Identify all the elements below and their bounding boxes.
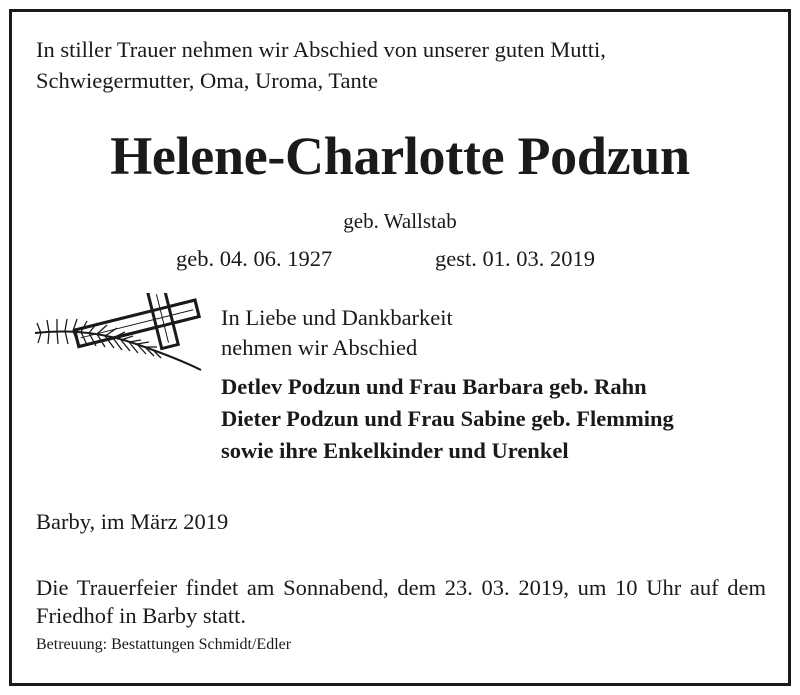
- cross-with-palm-branch-icon: [29, 293, 203, 373]
- maiden-name: geb. Wallstab: [343, 209, 457, 233]
- mourner-line: sowie ihre Enkelkinder und Urenkel: [221, 438, 569, 463]
- funeral-care: Betreuung: Bestattungen Schmidt/Edler: [36, 636, 292, 653]
- obituary-frame: [9, 9, 791, 686]
- mourners-list: [221, 371, 674, 467]
- deceased-name: Helene-Charlotte Podzun: [110, 126, 690, 186]
- birth-date: geb. 04. 06. 1927: [176, 246, 333, 271]
- mourner-line: Dieter Podzun und Frau Sabine geb. Flemming: [221, 406, 674, 431]
- mourning-text: [221, 303, 453, 363]
- funeral-info: Die Trauerfeier findet am Sonnabend, dem 23. 03. 2019, um 10 Uhr auf dem Friedhof in Barby statt.: [36, 575, 766, 628]
- intro-line: In stiller Trauer nehmen wir Abschied von unserer guten Mutti,: [36, 37, 606, 62]
- place-date: Barby, im März 2019: [36, 509, 229, 534]
- intro-text: [36, 34, 766, 96]
- mourner-line: Detlev Podzun und Frau Barbara geb. Rahn: [221, 374, 647, 399]
- mourning-line: In Liebe und Dankbarkeit: [221, 305, 453, 330]
- death-date: gest. 01. 03. 2019: [435, 246, 595, 271]
- mourning-line: nehmen wir Abschied: [221, 335, 418, 360]
- intro-line: Schwiegermutter, Oma, Uroma, Tante: [36, 68, 379, 93]
